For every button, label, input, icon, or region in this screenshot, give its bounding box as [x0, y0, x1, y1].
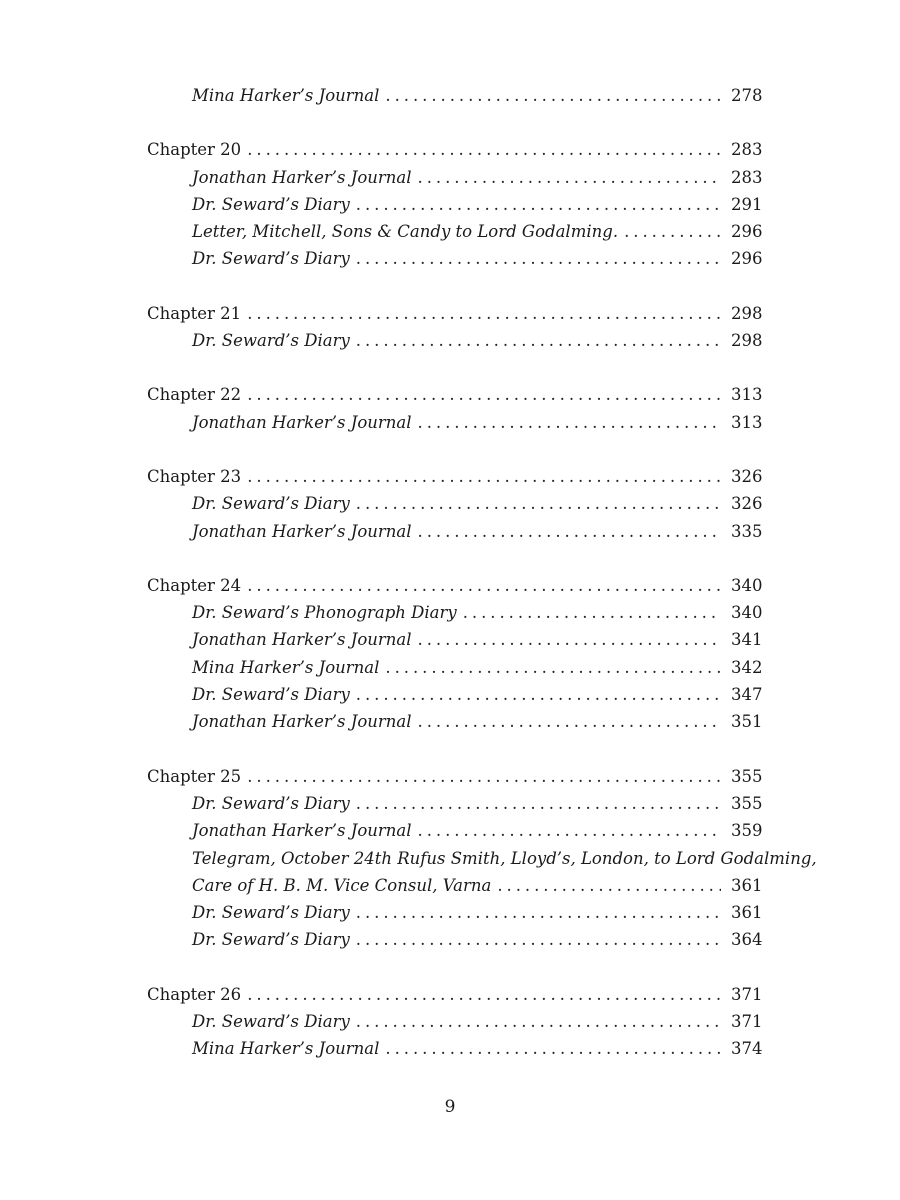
toc-group — [147, 763, 817, 954]
dot-leader — [356, 245, 721, 272]
section-entry-title: Jonathan Harker’s Journal — [192, 521, 412, 541]
toc-group — [147, 82, 763, 109]
chapter-entry-title: Chapter 25 — [147, 766, 242, 786]
section-entry-page-number: 351 — [731, 712, 763, 732]
chapter-entry-page-number: 326 — [731, 466, 763, 486]
section-entry-page-number: 371 — [731, 1012, 763, 1032]
section-entry-title: Dr. Seward’s Diary — [192, 249, 350, 269]
toc-group — [147, 381, 763, 436]
chapter-entry[interactable] — [147, 572, 763, 599]
chapter-entry-page-number: 313 — [731, 385, 763, 405]
section-entry-line1[interactable] — [147, 845, 817, 872]
dot-leader — [247, 763, 721, 790]
section-entry-title: Dr. Seward’s Diary — [192, 903, 350, 923]
section-entry-title: Jonathan Harker’s Journal — [192, 630, 412, 650]
section-entry[interactable] — [147, 1008, 763, 1035]
section-entry-page-number: 347 — [731, 685, 763, 705]
dot-leader — [356, 681, 721, 708]
section-entry-title: Dr. Seward’s Diary — [192, 685, 350, 705]
section-entry-title: Jonathan Harker’s Journal — [192, 412, 412, 432]
chapter-entry-page-number: 371 — [731, 984, 763, 1004]
section-entry-page-number: 296 — [731, 222, 763, 242]
dot-leader — [624, 218, 721, 245]
section-entry[interactable] — [147, 817, 763, 844]
chapter-entry-title: Chapter 20 — [147, 140, 242, 160]
chapter-entry[interactable] — [147, 463, 763, 490]
section-entry[interactable] — [147, 1035, 763, 1062]
toc-group — [147, 981, 763, 1063]
section-entry-page-number: 313 — [731, 412, 763, 432]
chapter-entry[interactable] — [147, 136, 763, 163]
section-entry[interactable] — [147, 409, 763, 436]
chapter-entry[interactable] — [147, 300, 763, 327]
section-entry-title: Dr. Seward’s Diary — [192, 194, 350, 214]
section-entry-title: Dr. Seward’s Diary — [192, 793, 350, 813]
chapter-entry-page-number: 340 — [731, 575, 763, 595]
table-of-contents — [147, 82, 817, 1090]
section-entry-page-number: 355 — [731, 793, 763, 813]
section-entry[interactable] — [147, 164, 763, 191]
dot-leader — [418, 518, 721, 545]
section-entry[interactable] — [147, 899, 763, 926]
section-entry-title: Jonathan Harker’s Journal — [192, 712, 412, 732]
dot-leader — [418, 817, 721, 844]
dot-leader — [356, 490, 721, 517]
chapter-entry[interactable] — [147, 381, 763, 408]
toc-group — [147, 572, 763, 736]
section-entry[interactable] — [147, 790, 763, 817]
dot-leader — [247, 136, 721, 163]
section-entry-page-number: 342 — [731, 657, 763, 677]
section-entry-page-number: 291 — [731, 194, 763, 214]
toc-group — [147, 136, 763, 272]
section-entry-title: Dr. Seward’s Phonograph Diary — [192, 603, 457, 623]
section-entry-page-number: 364 — [731, 930, 763, 950]
section-entry[interactable] — [147, 518, 763, 545]
dot-leader — [497, 872, 721, 899]
section-entry[interactable] — [147, 926, 763, 953]
dot-leader — [418, 164, 721, 191]
dot-leader — [418, 626, 721, 653]
section-entry[interactable] — [147, 245, 763, 272]
section-entry-title: Jonathan Harker’s Journal — [192, 167, 412, 187]
section-entry-title: Dr. Seward’s Diary — [192, 1012, 350, 1032]
chapter-entry-page-number: 355 — [731, 766, 763, 786]
section-entry-page-number: 326 — [731, 494, 763, 514]
chapter-entry-title: Chapter 24 — [147, 575, 242, 595]
toc-group — [147, 463, 763, 545]
section-entry-page-number: 374 — [731, 1039, 763, 1059]
chapter-entry[interactable] — [147, 763, 763, 790]
section-entry-title: Dr. Seward’s Diary — [192, 930, 350, 950]
dot-leader — [385, 82, 721, 109]
dot-leader — [418, 708, 721, 735]
section-entry-page-number: 341 — [731, 630, 763, 650]
section-entry-title: Mina Harker’s Journal — [192, 657, 380, 677]
section-entry-title: Jonathan Harker’s Journal — [192, 821, 412, 841]
dot-leader — [247, 300, 721, 327]
section-entry-line1-title: Telegram, October 24th Rufus Smith, Lloyd’s, London, to Lord Godalming, — [192, 848, 817, 868]
section-entry[interactable] — [147, 681, 763, 708]
section-entry-title: Letter, Mitchell, Sons & Candy to Lord Godalming. — [192, 222, 619, 242]
section-entry-page-number: 283 — [731, 167, 763, 187]
dot-leader — [356, 191, 721, 218]
dot-leader — [247, 381, 721, 408]
section-entry[interactable] — [147, 599, 763, 626]
dot-leader — [385, 654, 721, 681]
section-entry-page-number: 296 — [731, 249, 763, 269]
section-entry-page-number: 340 — [731, 603, 763, 623]
page-number: 9 — [444, 1097, 456, 1117]
dot-leader — [247, 981, 721, 1008]
section-entry[interactable] — [147, 191, 763, 218]
section-entry[interactable] — [147, 490, 763, 517]
chapter-entry-title: Chapter 21 — [147, 303, 242, 323]
dot-leader — [356, 327, 721, 354]
section-entry-title: Dr. Seward’s Diary — [192, 331, 350, 351]
toc-group — [147, 300, 763, 355]
chapter-entry-title: Chapter 23 — [147, 466, 242, 486]
dot-leader — [356, 1008, 721, 1035]
section-entry[interactable] — [147, 626, 763, 653]
chapter-entry-title: Chapter 26 — [147, 984, 242, 1004]
chapter-entry-page-number: 298 — [731, 303, 763, 323]
dot-leader — [385, 1035, 721, 1062]
dot-leader — [356, 790, 721, 817]
section-entry-page-number: 278 — [731, 86, 763, 105]
dot-leader — [247, 463, 721, 490]
section-entry-page-number: 298 — [731, 331, 763, 351]
section-entry-page-number: 361 — [731, 875, 763, 895]
section-entry-page-number: 361 — [731, 903, 763, 923]
section-entry[interactable] — [147, 708, 763, 735]
dot-leader — [418, 409, 721, 436]
dot-leader — [247, 572, 721, 599]
chapter-entry-title: Chapter 22 — [147, 385, 242, 405]
section-entry-page-number: 335 — [731, 521, 763, 541]
section-entry-title: Mina Harker’s Journal — [192, 86, 380, 105]
dot-leader — [356, 899, 721, 926]
section-entry[interactable] — [147, 872, 763, 899]
chapter-entry-page-number: 283 — [731, 140, 763, 160]
section-entry-title: Dr. Seward’s Diary — [192, 494, 350, 514]
section-entry-page-number: 359 — [731, 821, 763, 841]
dot-leader — [463, 599, 721, 626]
section-entry-title: Care of H. B. M. Vice Consul, Varna — [192, 875, 492, 895]
section-entry-title: Mina Harker’s Journal — [192, 1039, 380, 1059]
section-entry[interactable] — [147, 327, 763, 354]
dot-leader — [356, 926, 721, 953]
section-entry[interactable] — [147, 82, 763, 109]
section-entry[interactable] — [147, 654, 763, 681]
section-entry[interactable] — [147, 218, 763, 245]
chapter-entry[interactable] — [147, 981, 763, 1008]
